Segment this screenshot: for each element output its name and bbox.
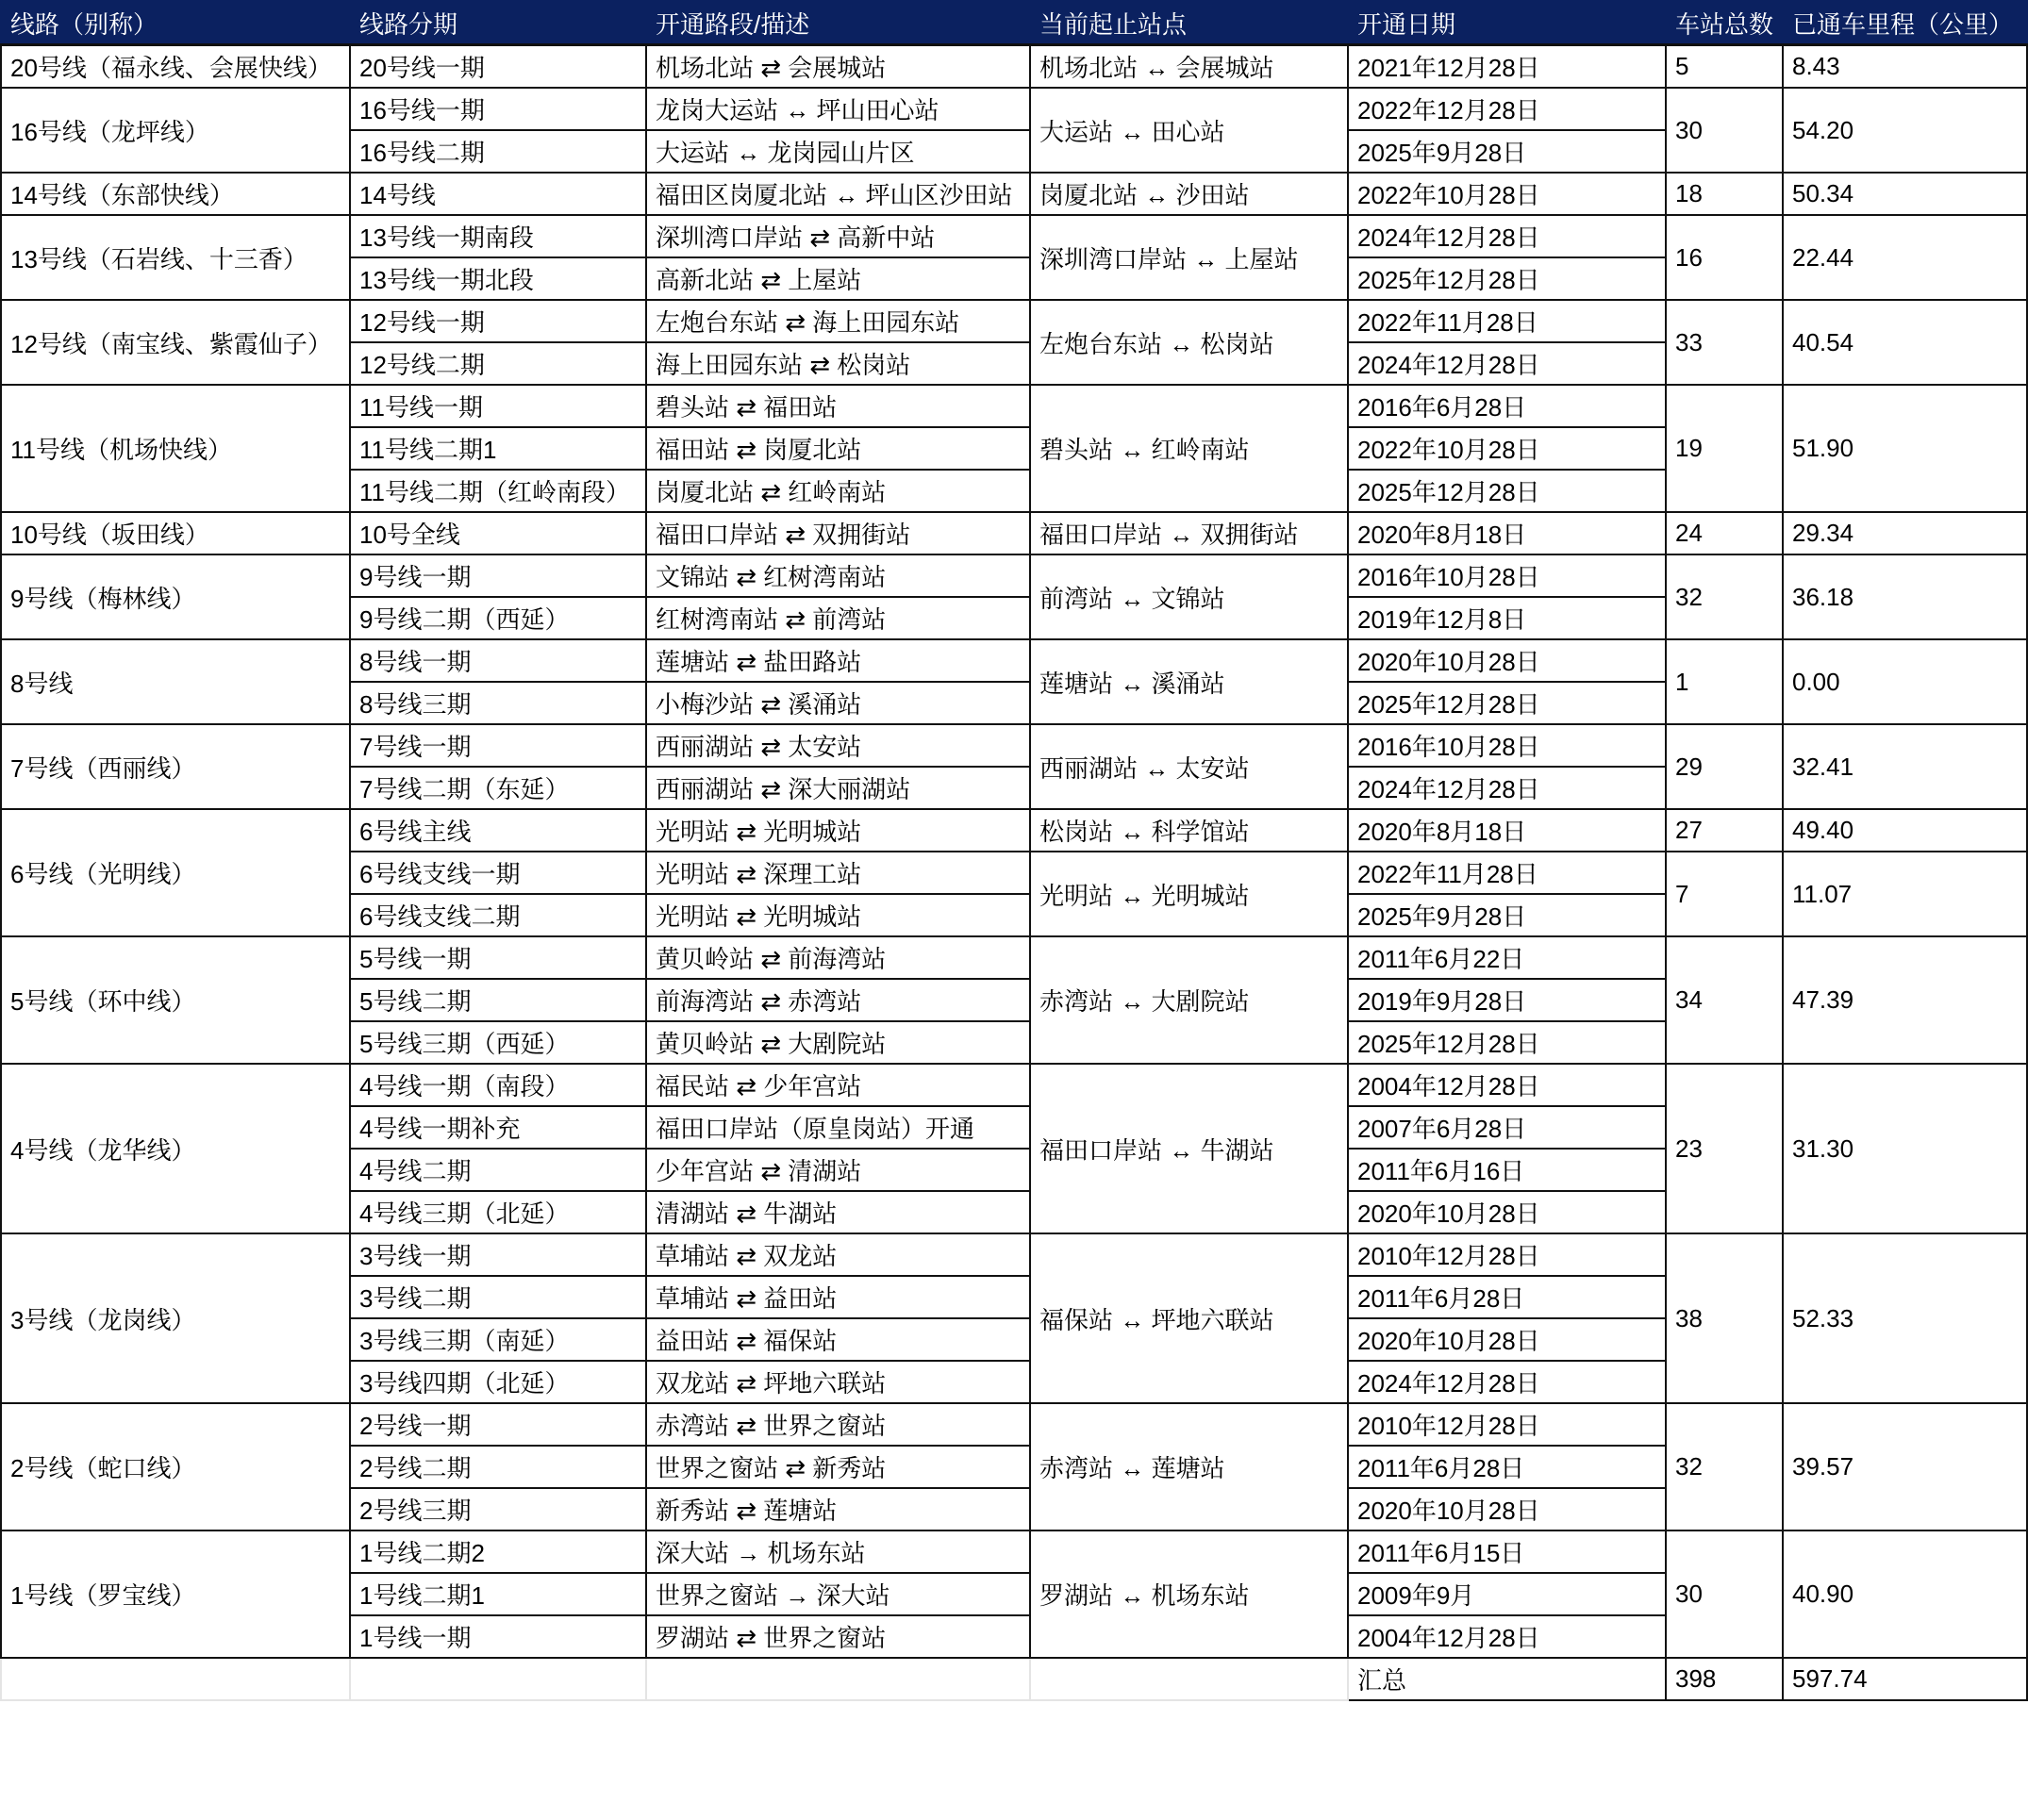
segment-desc: 世界之窗站 → 深大站 xyxy=(646,1573,1030,1615)
col-km-header: 已通车里程（公里） xyxy=(1783,1,2027,45)
segment-desc: 黄贝岭站 ⇄ 前海湾站 xyxy=(646,936,1030,979)
open-date: 2004年12月28日 xyxy=(1348,1615,1666,1658)
phase-name: 1号线二期2 xyxy=(350,1530,646,1573)
phase-name: 16号线二期 xyxy=(350,130,646,173)
col-stations-header: 当前起止站点 xyxy=(1030,1,1348,45)
open-date: 2011年6月15日 xyxy=(1348,1530,1666,1573)
segment-desc: 光明站 ⇄ 光明城站 xyxy=(646,809,1030,852)
line-name: 10号线（坂田线） xyxy=(1,512,350,554)
segment-desc: 光明站 ⇄ 深理工站 xyxy=(646,852,1030,894)
mileage-km: 31.30 xyxy=(1783,1064,2027,1233)
open-date: 2011年6月16日 xyxy=(1348,1149,1666,1191)
open-date: 2025年12月28日 xyxy=(1348,682,1666,724)
open-date: 2019年12月8日 xyxy=(1348,597,1666,639)
open-date: 2016年10月28日 xyxy=(1348,554,1666,597)
segment-desc: 深圳湾口岸站 ⇄ 高新中站 xyxy=(646,215,1030,257)
current-stations: 大运站 ↔ 田心站 xyxy=(1030,88,1348,173)
station-count: 32 xyxy=(1666,1403,1783,1530)
phase-name: 1号线一期 xyxy=(350,1615,646,1658)
mileage-km: 52.33 xyxy=(1783,1233,2027,1403)
current-stations: 莲塘站 ↔ 溪涌站 xyxy=(1030,639,1348,724)
open-date: 2004年12月28日 xyxy=(1348,1064,1666,1106)
segment-desc: 小梅沙站 ⇄ 溪涌站 xyxy=(646,682,1030,724)
station-count: 33 xyxy=(1666,300,1783,385)
mileage-km: 40.54 xyxy=(1783,300,2027,385)
phase-name: 2号线二期 xyxy=(350,1446,646,1488)
table-row xyxy=(1,45,2027,89)
mileage-km: 11.07 xyxy=(1783,852,2027,936)
open-date: 2022年11月28日 xyxy=(1348,852,1666,894)
current-stations: 罗湖站 ↔ 机场东站 xyxy=(1030,1530,1348,1658)
mileage-km: 0.00 xyxy=(1783,639,2027,724)
open-date: 2007年6月28日 xyxy=(1348,1106,1666,1149)
station-count: 23 xyxy=(1666,1064,1783,1233)
current-stations: 光明站 ↔ 光明城站 xyxy=(1030,852,1348,936)
segment-desc: 左炮台东站 ⇄ 海上田园东站 xyxy=(646,300,1030,342)
open-date: 2010年12月28日 xyxy=(1348,1233,1666,1276)
line-name: 8号线 xyxy=(1,639,350,724)
phase-name: 6号线支线一期 xyxy=(350,852,646,894)
phase-name: 11号线一期 xyxy=(350,385,646,427)
open-date: 2020年8月18日 xyxy=(1348,809,1666,852)
segment-desc: 机场北站 ⇄ 会展城站 xyxy=(646,45,1030,89)
segment-desc: 西丽湖站 ⇄ 深大丽湖站 xyxy=(646,767,1030,809)
phase-name: 6号线主线 xyxy=(350,809,646,852)
col-date-header: 开通日期 xyxy=(1348,1,1666,45)
phase-name: 5号线三期（西延） xyxy=(350,1021,646,1064)
current-stations: 赤湾站 ↔ 莲塘站 xyxy=(1030,1403,1348,1530)
open-date: 2024年12月28日 xyxy=(1348,342,1666,385)
phase-name: 3号线二期 xyxy=(350,1276,646,1318)
mileage-km: 47.39 xyxy=(1783,936,2027,1064)
station-count: 29 xyxy=(1666,724,1783,809)
phase-name: 7号线一期 xyxy=(350,724,646,767)
open-date: 2022年10月28日 xyxy=(1348,173,1666,215)
phase-name: 20号线一期 xyxy=(350,45,646,89)
open-date: 2022年11月28日 xyxy=(1348,300,1666,342)
segment-desc: 福民站 ⇄ 少年宫站 xyxy=(646,1064,1030,1106)
station-count: 18 xyxy=(1666,173,1783,215)
line-name: 16号线（龙坪线） xyxy=(1,88,350,173)
line-name: 6号线（光明线） xyxy=(1,809,350,936)
current-stations: 左炮台东站 ↔ 松岗站 xyxy=(1030,300,1348,385)
mileage-km: 8.43 xyxy=(1783,45,2027,89)
phase-name: 5号线二期 xyxy=(350,979,646,1021)
blank-cell xyxy=(1,1658,350,1700)
segment-desc: 草埔站 ⇄ 双龙站 xyxy=(646,1233,1030,1276)
station-count: 38 xyxy=(1666,1233,1783,1403)
col-segment-header: 开通路段/描述 xyxy=(646,1,1030,45)
segment-desc: 福田站 ⇄ 岗厦北站 xyxy=(646,427,1030,470)
current-stations: 松岗站 ↔ 科学馆站 xyxy=(1030,809,1348,852)
line-name: 13号线（石岩线、十三香） xyxy=(1,215,350,300)
station-count: 24 xyxy=(1666,512,1783,554)
col-phase-header: 线路分期 xyxy=(350,1,646,45)
phase-name: 16号线一期 xyxy=(350,88,646,130)
phase-name: 4号线一期（南段） xyxy=(350,1064,646,1106)
segment-desc: 福田区岗厦北站 ↔ 坪山区沙田站 xyxy=(646,173,1030,215)
phase-name: 10号全线 xyxy=(350,512,646,554)
mileage-km: 51.90 xyxy=(1783,385,2027,512)
line-name: 11号线（机场快线） xyxy=(1,385,350,512)
mileage-km: 39.57 xyxy=(1783,1403,2027,1530)
segment-desc: 海上田园东站 ⇄ 松岗站 xyxy=(646,342,1030,385)
mileage-km: 40.90 xyxy=(1783,1530,2027,1658)
phase-name: 6号线支线二期 xyxy=(350,894,646,936)
mileage-km: 22.44 xyxy=(1783,215,2027,300)
phase-name: 11号线二期（红岭南段） xyxy=(350,470,646,512)
table-row xyxy=(1,809,2027,852)
station-count: 1 xyxy=(1666,639,1783,724)
phase-name: 1号线二期1 xyxy=(350,1573,646,1615)
table-row xyxy=(1,554,2027,597)
blank-cell xyxy=(646,1658,1030,1700)
segment-desc: 莲塘站 ⇄ 盐田路站 xyxy=(646,639,1030,682)
phase-name: 11号线二期1 xyxy=(350,427,646,470)
phase-name: 3号线四期（北延） xyxy=(350,1361,646,1403)
summary-count: 398 xyxy=(1666,1658,1783,1700)
summary-km: 597.74 xyxy=(1783,1658,2027,1700)
summary-label: 汇总 xyxy=(1348,1658,1666,1700)
col-count-header: 车站总数 xyxy=(1666,1,1783,45)
phase-name: 13号线一期南段 xyxy=(350,215,646,257)
open-date: 2021年12月28日 xyxy=(1348,45,1666,89)
phase-name: 4号线二期 xyxy=(350,1149,646,1191)
phase-name: 3号线三期（南延） xyxy=(350,1318,646,1361)
station-count: 32 xyxy=(1666,554,1783,639)
segment-desc: 清湖站 ⇄ 牛湖站 xyxy=(646,1191,1030,1233)
header-row xyxy=(1,1,2027,45)
segment-desc: 龙岗大运站 ↔ 坪山田心站 xyxy=(646,88,1030,130)
table-row xyxy=(1,300,2027,342)
line-name: 2号线（蛇口线） xyxy=(1,1403,350,1530)
current-stations: 福田口岸站 ↔ 双拥街站 xyxy=(1030,512,1348,554)
phase-name: 14号线 xyxy=(350,173,646,215)
segment-desc: 草埔站 ⇄ 益田站 xyxy=(646,1276,1030,1318)
blank-cell xyxy=(1030,1658,1348,1700)
mileage-km: 49.40 xyxy=(1783,809,2027,852)
current-stations: 碧头站 ↔ 红岭南站 xyxy=(1030,385,1348,512)
line-name: 5号线（环中线） xyxy=(1,936,350,1064)
line-name: 4号线（龙华线） xyxy=(1,1064,350,1233)
line-name: 7号线（西丽线） xyxy=(1,724,350,809)
segment-desc: 黄贝岭站 ⇄ 大剧院站 xyxy=(646,1021,1030,1064)
segment-desc: 光明站 ⇄ 光明城站 xyxy=(646,894,1030,936)
phase-name: 12号线二期 xyxy=(350,342,646,385)
segment-desc: 红树湾南站 ⇄ 前湾站 xyxy=(646,597,1030,639)
open-date: 2025年9月28日 xyxy=(1348,130,1666,173)
station-count: 30 xyxy=(1666,1530,1783,1658)
line-name: 14号线（东部快线） xyxy=(1,173,350,215)
mileage-km: 32.41 xyxy=(1783,724,2027,809)
table-row xyxy=(1,385,2027,427)
current-stations: 赤湾站 ↔ 大剧院站 xyxy=(1030,936,1348,1064)
mileage-km: 36.18 xyxy=(1783,554,2027,639)
open-date: 2016年10月28日 xyxy=(1348,724,1666,767)
segment-desc: 福田口岸站（原皇岗站）开通 xyxy=(646,1106,1030,1149)
phase-name: 3号线一期 xyxy=(350,1233,646,1276)
table-row xyxy=(1,724,2027,767)
open-date: 2009年9月 xyxy=(1348,1573,1666,1615)
station-count: 7 xyxy=(1666,852,1783,936)
segment-desc: 碧头站 ⇄ 福田站 xyxy=(646,385,1030,427)
summary-row xyxy=(1,1658,2027,1700)
current-stations: 福田口岸站 ↔ 牛湖站 xyxy=(1030,1064,1348,1233)
open-date: 2020年8月18日 xyxy=(1348,512,1666,554)
open-date: 2025年12月28日 xyxy=(1348,470,1666,512)
line-name: 9号线（梅林线） xyxy=(1,554,350,639)
phase-name: 7号线二期（东延） xyxy=(350,767,646,809)
segment-desc: 罗湖站 ⇄ 世界之窗站 xyxy=(646,1615,1030,1658)
current-stations: 机场北站 ↔ 会展城站 xyxy=(1030,45,1348,89)
open-date: 2020年10月28日 xyxy=(1348,1191,1666,1233)
segment-desc: 文锦站 ⇄ 红树湾南站 xyxy=(646,554,1030,597)
table-row xyxy=(1,1530,2027,1573)
open-date: 2024年12月28日 xyxy=(1348,1361,1666,1403)
station-count: 19 xyxy=(1666,385,1783,512)
open-date: 2022年12月28日 xyxy=(1348,88,1666,130)
line-name: 12号线（南宝线、紫霞仙子） xyxy=(1,300,350,385)
segment-desc: 新秀站 ⇄ 莲塘站 xyxy=(646,1488,1030,1530)
blank-cell xyxy=(350,1658,646,1700)
station-count: 27 xyxy=(1666,809,1783,852)
phase-name: 8号线三期 xyxy=(350,682,646,724)
open-date: 2020年10月28日 xyxy=(1348,1488,1666,1530)
phase-name: 4号线一期补充 xyxy=(350,1106,646,1149)
current-stations: 前湾站 ↔ 文锦站 xyxy=(1030,554,1348,639)
table-row xyxy=(1,639,2027,682)
mileage-km: 29.34 xyxy=(1783,512,2027,554)
open-date: 2024年12月28日 xyxy=(1348,215,1666,257)
phase-name: 13号线一期北段 xyxy=(350,257,646,300)
segment-desc: 深大站 → 机场东站 xyxy=(646,1530,1030,1573)
table-row xyxy=(1,1403,2027,1446)
open-date: 2019年9月28日 xyxy=(1348,979,1666,1021)
table-row xyxy=(1,936,2027,979)
open-date: 2025年12月28日 xyxy=(1348,257,1666,300)
open-date: 2020年10月28日 xyxy=(1348,639,1666,682)
station-count: 30 xyxy=(1666,88,1783,173)
segment-desc: 世界之窗站 ⇄ 新秀站 xyxy=(646,1446,1030,1488)
open-date: 2011年6月28日 xyxy=(1348,1276,1666,1318)
open-date: 2010年12月28日 xyxy=(1348,1403,1666,1446)
phase-name: 4号线三期（北延） xyxy=(350,1191,646,1233)
segment-desc: 大运站 ↔ 龙岗园山片区 xyxy=(646,130,1030,173)
station-count: 16 xyxy=(1666,215,1783,300)
open-date: 2011年6月28日 xyxy=(1348,1446,1666,1488)
segment-desc: 赤湾站 ⇄ 世界之窗站 xyxy=(646,1403,1030,1446)
segment-desc: 益田站 ⇄ 福保站 xyxy=(646,1318,1030,1361)
segment-desc: 福田口岸站 ⇄ 双拥街站 xyxy=(646,512,1030,554)
line-name: 3号线（龙岗线） xyxy=(1,1233,350,1403)
current-stations: 深圳湾口岸站 ↔ 上屋站 xyxy=(1030,215,1348,300)
open-date: 2025年12月28日 xyxy=(1348,1021,1666,1064)
mileage-km: 54.20 xyxy=(1783,88,2027,173)
segment-desc: 高新北站 ⇄ 上屋站 xyxy=(646,257,1030,300)
current-stations: 西丽湖站 ↔ 太安站 xyxy=(1030,724,1348,809)
phase-name: 9号线二期（西延） xyxy=(350,597,646,639)
line-name: 1号线（罗宝线） xyxy=(1,1530,350,1658)
open-date: 2011年6月22日 xyxy=(1348,936,1666,979)
station-count: 34 xyxy=(1666,936,1783,1064)
open-date: 2022年10月28日 xyxy=(1348,427,1666,470)
current-stations: 福保站 ↔ 坪地六联站 xyxy=(1030,1233,1348,1403)
phase-name: 2号线一期 xyxy=(350,1403,646,1446)
open-date: 2016年6月28日 xyxy=(1348,385,1666,427)
phase-name: 9号线一期 xyxy=(350,554,646,597)
open-date: 2024年12月28日 xyxy=(1348,767,1666,809)
phase-name: 5号线一期 xyxy=(350,936,646,979)
col-line-header: 线路（别称） xyxy=(1,1,350,45)
table-row xyxy=(1,215,2027,257)
table-row xyxy=(1,1233,2027,1276)
phase-name: 8号线一期 xyxy=(350,639,646,682)
current-stations: 岗厦北站 ↔ 沙田站 xyxy=(1030,173,1348,215)
segment-desc: 前海湾站 ⇄ 赤湾站 xyxy=(646,979,1030,1021)
station-count: 5 xyxy=(1666,45,1783,89)
phase-name: 12号线一期 xyxy=(350,300,646,342)
table-row xyxy=(1,512,2027,554)
table-row xyxy=(1,1064,2027,1106)
mileage-km: 50.34 xyxy=(1783,173,2027,215)
segment-desc: 双龙站 ⇄ 坪地六联站 xyxy=(646,1361,1030,1403)
segment-desc: 岗厦北站 ⇄ 红岭南站 xyxy=(646,470,1030,512)
segment-desc: 少年宫站 ⇄ 清湖站 xyxy=(646,1149,1030,1191)
open-date: 2025年9月28日 xyxy=(1348,894,1666,936)
segment-desc: 西丽湖站 ⇄ 太安站 xyxy=(646,724,1030,767)
table-row xyxy=(1,173,2027,215)
line-name: 20号线（福永线、会展快线） xyxy=(1,45,350,89)
open-date: 2020年10月28日 xyxy=(1348,1318,1666,1361)
phase-name: 2号线三期 xyxy=(350,1488,646,1530)
table-row xyxy=(1,88,2027,130)
